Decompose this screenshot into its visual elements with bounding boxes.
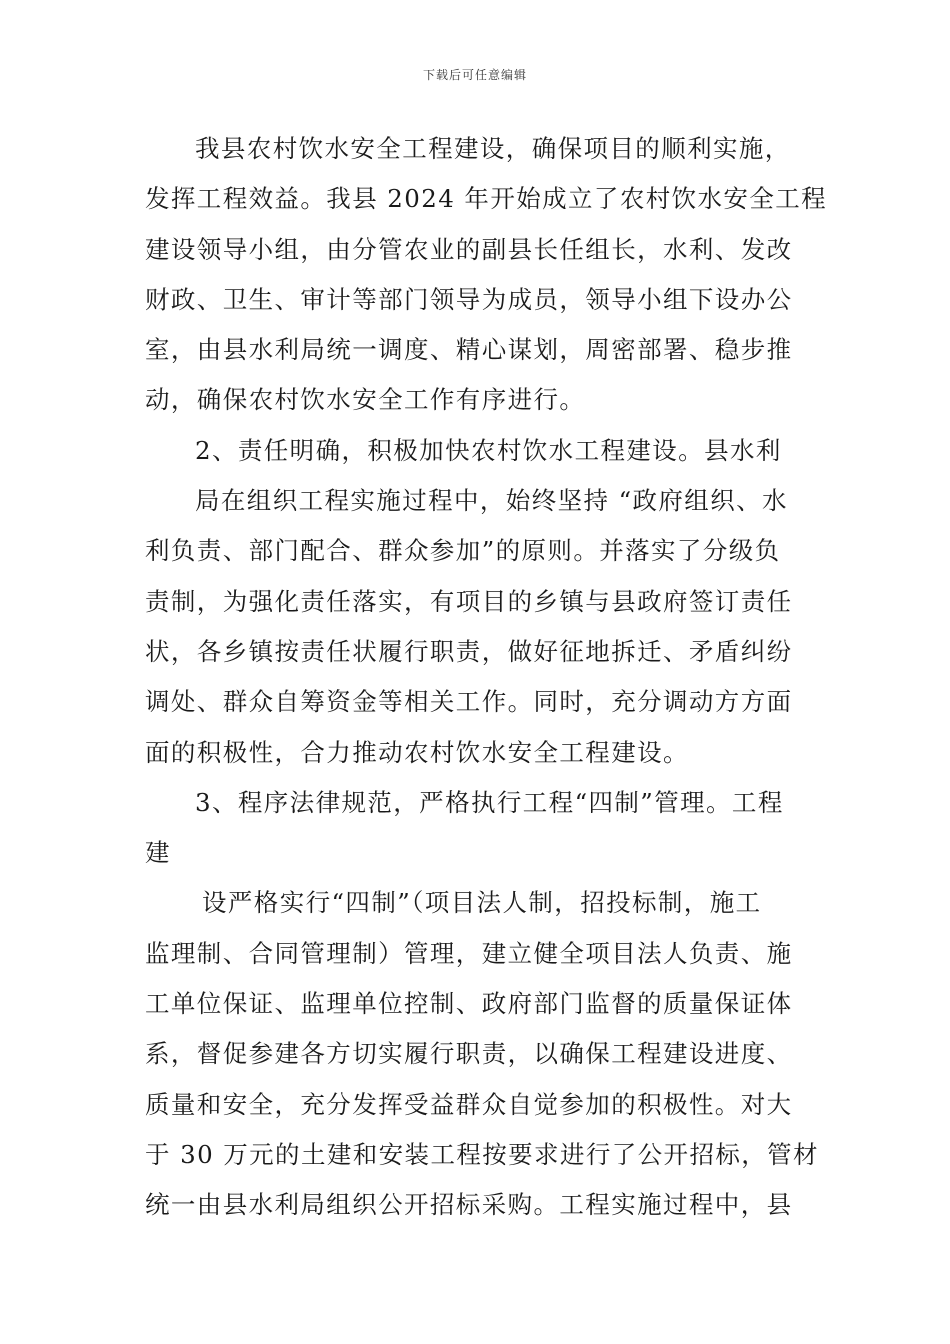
text-line: 3、程序法律规范，严格执行工程“四制”管理。工程 [195, 787, 784, 817]
paragraph [145, 778, 810, 879]
text-line: 利负责、部门配合、群众参加”的原则。并落实了分级负 [145, 536, 781, 566]
text-line: 室，由县水利局统一调度、精心谋划，周密部署、稳步推 [145, 335, 793, 365]
text-line: 质量和安全，充分发挥受益群众自觉参加的积极性。对大 [145, 1089, 793, 1119]
text-line: 调处、群众自筹资金等相关工作。同时，充分调动方方面 [145, 687, 793, 717]
text-line: 状，各乡镇按责任状履行职责，做好征地拆迁、矛盾纠纷 [145, 636, 793, 666]
paragraph [145, 124, 828, 426]
text-line: 建 [145, 838, 171, 868]
paragraph [145, 476, 810, 778]
text-line: 监理制、合同管理制）管理，建立健全项目法人负责、施 [145, 938, 793, 968]
text-line: 面的积极性，合力推动农村饮水安全工程建设。 [145, 737, 689, 767]
text-line: 责制，为强化责任落实，有项目的乡镇与县政府签订责任 [145, 586, 793, 616]
text-line: 2、责任明确，积极加快农村饮水工程建设。县水利 [195, 435, 782, 465]
text-line: 我县农村饮水安全工程建设，确保项目的顺利实施， [195, 134, 791, 163]
text-line: 财政、卫生、审计等部门领导为成员，领导小组下设办公 [145, 284, 793, 314]
text-line: 工单位保证、监理单位控制、政府部门监督的质量保证体 [145, 989, 793, 1019]
text-line: 动，确保农村饮水安全工作有序进行。 [145, 385, 586, 415]
text-line: 设严格实行“四制”（项目法人制，招投标制，施工 [202, 888, 762, 918]
paragraph [145, 878, 819, 1230]
page-header-note: 下载后可任意编辑 [422, 68, 527, 82]
text-line: 统一由县水利局组织公开招标采购。工程实施过程中，县 [145, 1190, 793, 1220]
document-body [145, 124, 828, 1231]
text-line: 于 30 万元的土建和安装工程按要求进行了公开招标，管材 [145, 1139, 819, 1169]
paragraph [145, 426, 810, 476]
text-line: 建设领导小组，由分管农业的副县长任组长，水利、发改 [145, 234, 793, 264]
text-line: 局在组织工程实施过程中，始终坚持 “政府组织、水 [195, 486, 788, 516]
text-line: 系，督促参建各方切实履行职责，以确保工程建设进度、 [145, 1039, 793, 1069]
text-line: 发挥工程效益。我县 2024 年开始成立了农村饮水安全工程 [145, 184, 828, 214]
